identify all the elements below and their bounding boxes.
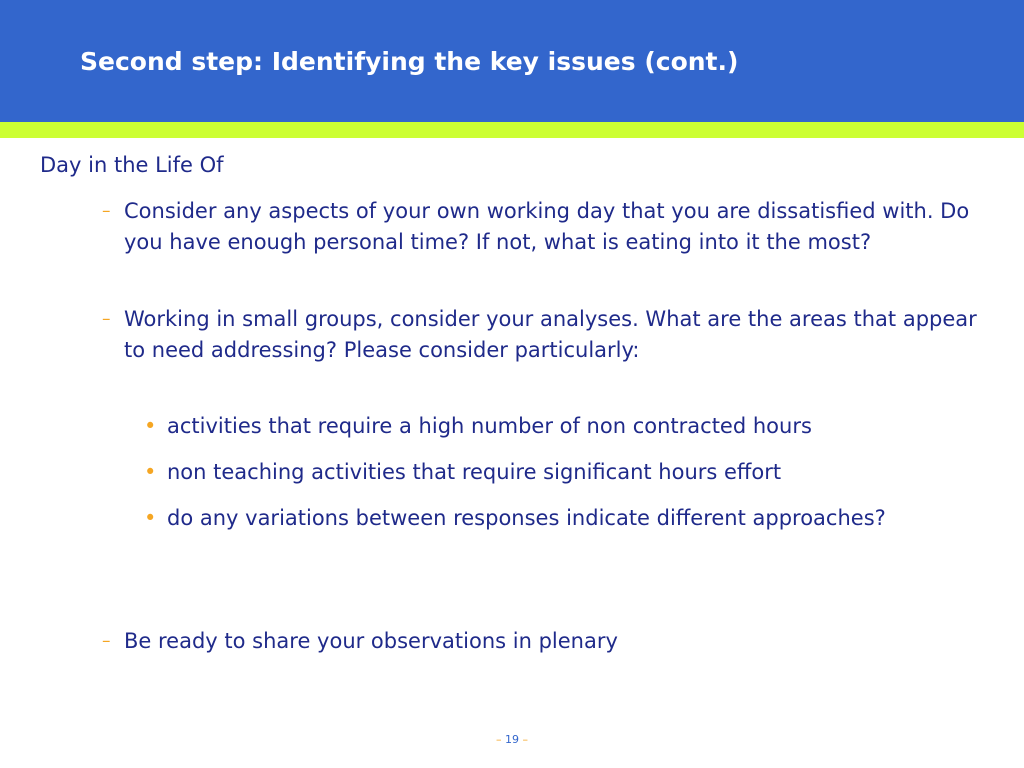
bullet-marker: •: [144, 460, 157, 484]
bullet-marker: •: [144, 414, 157, 438]
point-text: Be ready to share your observations in plenary: [124, 629, 618, 653]
dash-marker: –: [102, 309, 111, 329]
page-number-value: 19: [505, 733, 519, 746]
point-item: [102, 304, 994, 365]
bullet-marker: •: [144, 506, 157, 530]
point-text: Consider any aspects of your own working day that you are dissatisfied with. Do you have enough personal time? If not, what is eating into it the most?: [124, 199, 970, 254]
page-number: [0, 733, 1024, 746]
subpoint-item: [144, 457, 994, 488]
point-text: Working in small groups, consider your analyses. What are the areas that appear to need addressing? Please consider particularly:: [124, 307, 977, 362]
slide-header: [0, 0, 1024, 122]
subpoint-text: activities that require a high number of non contracted hours: [167, 414, 812, 438]
accent-bar: [0, 122, 1024, 138]
section-heading: Day in the Life Of: [40, 153, 224, 177]
page-number-dash-right: –: [522, 733, 528, 746]
subpoint-text: do any variations between responses indicate different approaches?: [167, 506, 886, 530]
point-item: [102, 626, 994, 657]
subpoint-item: [144, 503, 994, 534]
point-item: [102, 196, 994, 257]
dash-marker: –: [102, 631, 111, 651]
slide-title: Second step: Identifying the key issues (cont.): [80, 47, 739, 76]
subpoint-item: [144, 411, 994, 442]
dash-marker: –: [102, 201, 111, 221]
subpoint-text: non teaching activities that require significant hours effort: [167, 460, 782, 484]
page-number-dash-left: –: [496, 733, 502, 746]
